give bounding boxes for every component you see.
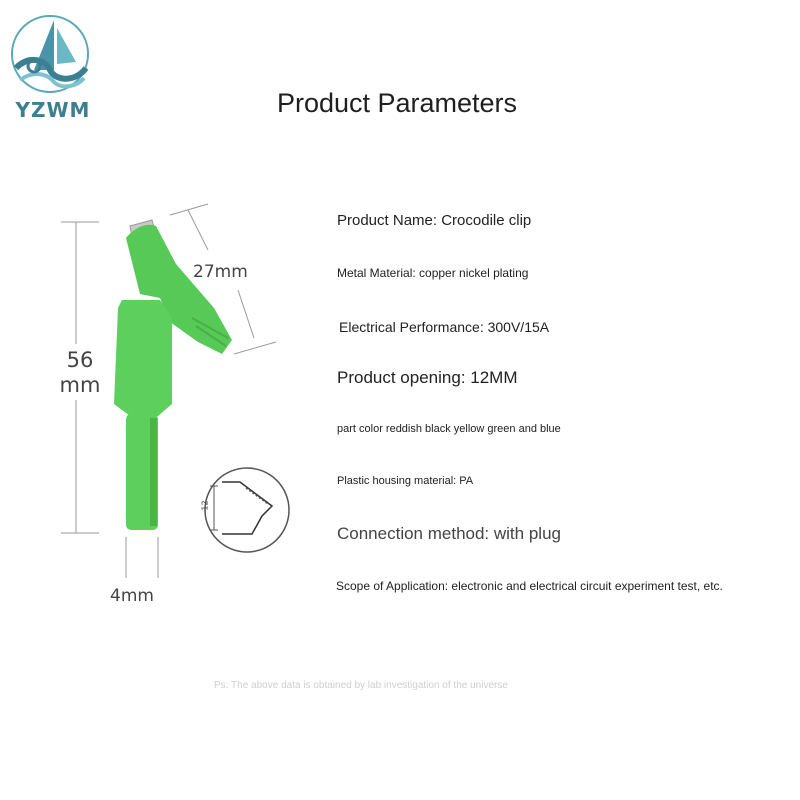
param-product-opening: Product opening: 12MM xyxy=(337,368,518,387)
logo-text: YZWM xyxy=(15,98,91,122)
footnote: Ps: The above data is obtained by lab investigation of the universe xyxy=(214,680,508,691)
length-value: 56 xyxy=(66,348,94,372)
opening-dimension: 27mm xyxy=(193,262,248,282)
param-plastic-housing: Plastic housing material: PA xyxy=(337,475,474,487)
length-unit: mm xyxy=(59,373,101,397)
param-metal-material: Metal Material: copper nickel plating xyxy=(337,266,529,280)
param-electrical-performance: Electrical Performance: 300V/15A xyxy=(339,319,550,335)
diameter-dimension: 4mm xyxy=(110,586,154,606)
param-part-color: part color reddish black yellow green and blue xyxy=(337,423,561,435)
param-connection-method: Connection method: with plug xyxy=(337,524,561,543)
page-title: Product Parameters xyxy=(276,88,518,118)
detail-dimension: 12 xyxy=(200,500,210,511)
param-product-name: Product Name: Crocodile clip xyxy=(337,212,532,229)
param-scope: Scope of Application: electronic and electrical circuit experiment test, etc. xyxy=(336,579,723,593)
